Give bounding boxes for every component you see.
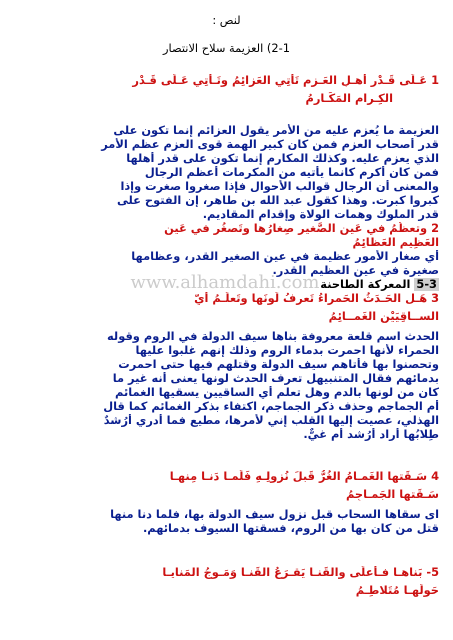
verse-1-line-1: 1 عَـلَى قَـدْرِ أَهـلِ العَـزم تَأتِي العَزائِمُ وتَـأتِي عَـلَى قَـدْرِ <box>132 74 439 87</box>
lesson-title: 2-1) العزيمة سلاح الانتصار <box>162 42 290 55</box>
watermark: www.alhamdahi.com <box>130 272 320 293</box>
explanation-3-line-7: الهذلي، عصيت إليها القلب إني لأمرها، مطيع فما أدري أرُشدٌ <box>103 414 439 427</box>
explanation-1-line-4: فمن كان أكرم كانما يأتيه من المكرمات أعظم الرجال <box>144 166 439 179</box>
verse-5-line-1: 5- بَناهـا فـأَعلَى والقَنـا يَقـرَعُ القَنـا وَمَـوجُ المَنايـا <box>162 566 439 579</box>
explanation-4-line-2: قتل من كان بها من الروم، فسقتها السيوف بدمائهم. <box>142 522 439 535</box>
explanation-3-line-1: الحدث اسم قلعة معروفة بناها سيف الدولة في الروم وقوله <box>107 330 439 343</box>
explanation-4-line-1: اى سقاها السحاب قبل نزول سيف الدولة بها، فلما دنا منها <box>110 508 439 521</box>
explanation-3-line-6: أم الجماجم وحذف ذكر الجماجم، اكتفاء بذكر الغمائم كما قال <box>103 400 439 413</box>
section-title: المعركة الطاحنة <box>320 278 411 291</box>
explanation-3-line-2: الحمراء لأنها احمرت بدماء الروم وذلك إنهم غلبوا عليها <box>135 344 439 357</box>
explanation-3-line-5: كان من لونها بالدم وهل تعلم أي الساقيين يسقيها الغمائم <box>115 386 439 399</box>
explanation-3-line-8: طِلابُها أراد أرُشد أم غيٌّ. <box>303 428 439 441</box>
explanation-2-line-2: صغيرة في عين العظيم القدر. <box>272 264 439 277</box>
explanation-3-line-3: وتحصنوا بها فأتاهم سيف الدولة وقتلهم فيها حتى احمرت <box>118 358 439 371</box>
section-number: 5-3 <box>416 278 437 291</box>
verse-4-line-1: 4 سَـقَتها الغَمـامُ الغُرُّ قَبلَ نُزولِـهِ فَلَمـا دَنـا مِنهـا <box>169 470 439 483</box>
explanation-1-line-7: قدر الملوك وهمات الولاة وإقدام المقاديم. <box>202 208 439 221</box>
verse-3-line-1: 3 هَـل الحَـدَثُ الحَمراءُ تَعرِفُ لَونَها وتَعلَـمُ أيّ <box>194 292 439 305</box>
verse-1-line-2: الكِـرامِ المَكَـارِمُ <box>305 92 393 105</box>
explanation-1-line-1: العزيمة ما يُعزم عليه من الأمر يقول العزائم إنما تكون على <box>113 124 439 137</box>
verse-3-line-2: الســاقِيَيْنِ الغَمــائِمُ <box>328 310 439 323</box>
verse-2-line-2: العَظِيمِ العَظائِمُ <box>352 236 439 249</box>
explanation-2-line-1: أي صغار الأمور عظيمة في عين الصغير القدر، وعظامها <box>131 250 439 263</box>
explanation-3-line-4: بدمائهم فقال المتنبيهل تعرف الحدث لونها يعنى أنه غير ما <box>112 372 439 385</box>
verse-2-line-1: 2 وتعظُمُ في عَينِ الصَّغيرِ صِغارُها وتَصغُر في عَينِ <box>164 222 439 235</box>
explanation-1-line-2: قدر أصحاب العزم فمن كان كبير الهمة قوى العزم عظم الأمر <box>101 138 439 151</box>
explanation-1-line-3: الذي يعزم عليه. وكذلك المكارم إنما تكون على قدر أهلها <box>126 152 439 165</box>
verse-5-line-2: حَولَهـا مُتَلاطِـمُ <box>355 584 439 597</box>
explanation-1-line-5: والمعنى أن الرجال قوالب الأحوال فإذا صغروا صغرت وإذا <box>120 180 439 193</box>
verse-4-line-2: سَـقَتها الجَمـاجِمُ <box>345 488 439 501</box>
explanation-1-line-6: كبروا كبرت. وهذا كقول عبد الله بن طاهر، إن الفتوح على <box>117 194 439 207</box>
lesson-label: لنص : <box>212 14 241 27</box>
